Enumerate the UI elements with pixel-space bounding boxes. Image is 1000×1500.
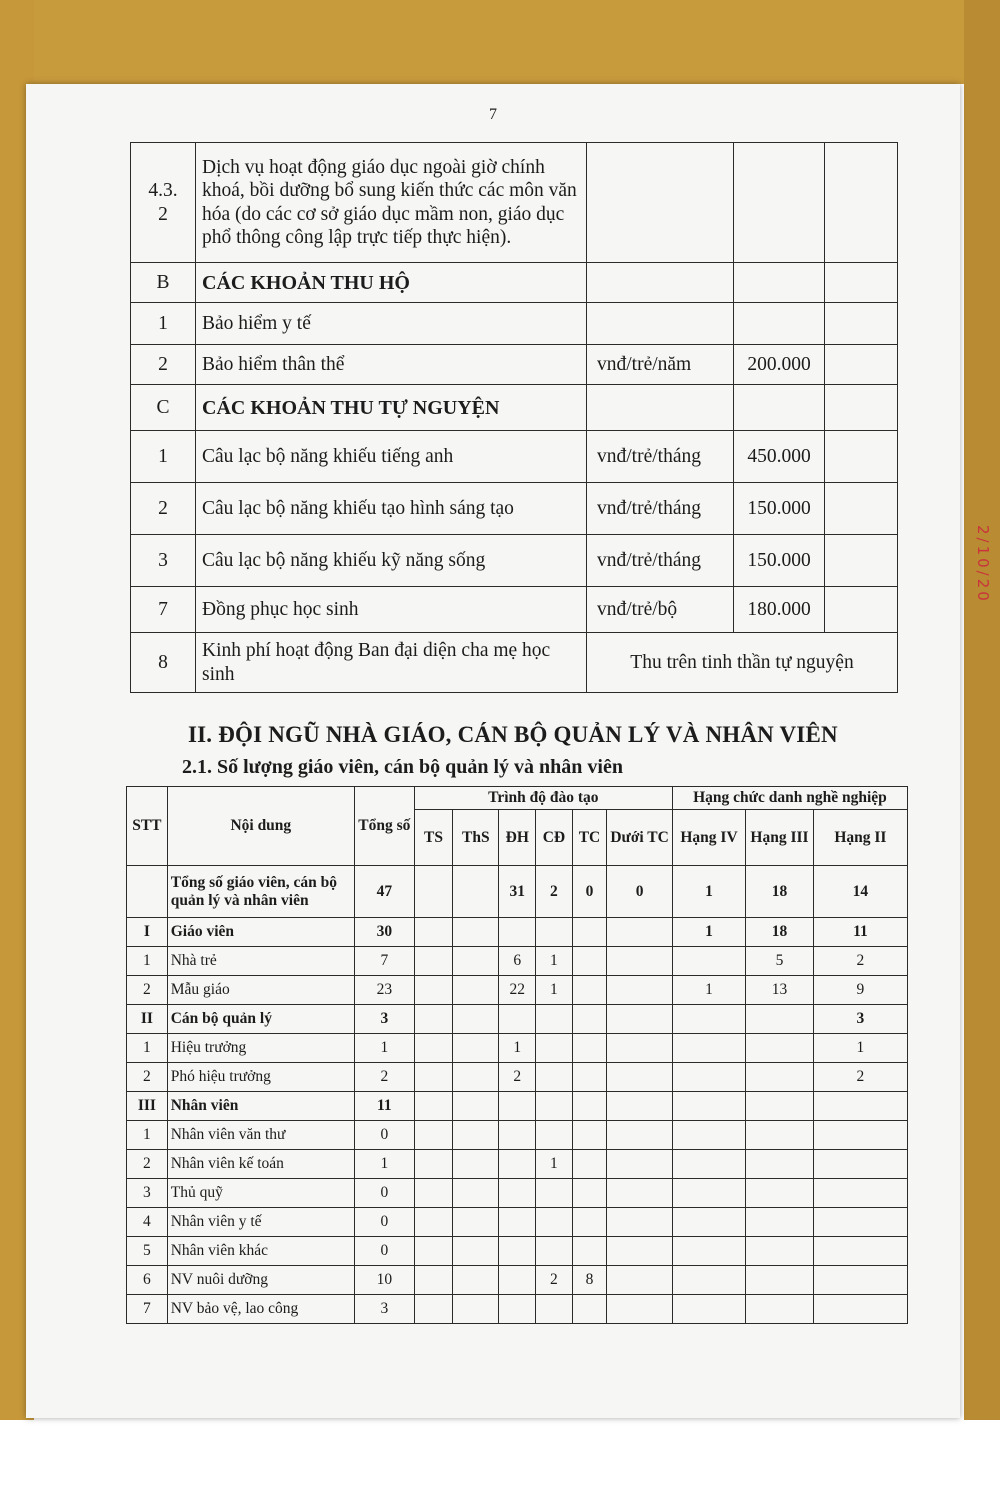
staff-cell-ths	[453, 1208, 499, 1237]
staff-cell-total: 2	[354, 1063, 414, 1092]
staff-cell-cd: 1	[536, 976, 573, 1005]
fee-description: Bảo hiểm y tế	[196, 303, 587, 345]
staff-cell-cd	[536, 1295, 573, 1324]
staff-cell-r3: 18	[746, 866, 814, 918]
fee-unit: vnđ/trẻ/tháng	[587, 483, 734, 535]
staff-cell-ths	[453, 947, 499, 976]
staff-cell-tc	[572, 918, 607, 947]
staff-cell-r2	[813, 1092, 907, 1121]
staff-cell-r4	[672, 1208, 745, 1237]
staff-row	[127, 1005, 908, 1034]
staff-cell-ths	[453, 1295, 499, 1324]
staff-cell-tc	[572, 976, 607, 1005]
staff-cell-r4	[672, 1092, 745, 1121]
fee-amount: 200.000	[734, 345, 825, 385]
staff-cell-below	[607, 1208, 673, 1237]
fee-stt: 3	[131, 535, 196, 587]
staff-row	[127, 976, 908, 1005]
fee-unit: vnđ/trẻ/tháng	[587, 431, 734, 483]
fee-stt: 1	[131, 303, 196, 345]
staff-cell-dh: 31	[499, 866, 536, 918]
staff-cell-cd: 2	[536, 866, 573, 918]
staff-cell-ths	[453, 1266, 499, 1295]
staff-cell-cd	[536, 1005, 573, 1034]
staff-cell-below	[607, 976, 673, 1005]
fee-row	[131, 303, 898, 345]
staff-cell-total: 0	[354, 1179, 414, 1208]
staff-cell-ts	[414, 1063, 452, 1092]
staff-cell-below: 0	[607, 866, 673, 918]
staff-cell-label: Nhân viên văn thư	[167, 1121, 354, 1150]
staff-cell-stt: 1	[127, 947, 168, 976]
staff-cell-total: 47	[354, 866, 414, 918]
staff-cell-r3	[746, 1150, 814, 1179]
staff-cell-stt: 1	[127, 1034, 168, 1063]
header-ths: ThS	[453, 810, 499, 866]
fee-amount	[734, 303, 825, 345]
header-rank-2: Hạng II	[813, 810, 907, 866]
staff-row	[127, 1150, 908, 1179]
staff-cell-ths	[453, 1063, 499, 1092]
fee-stt: 1	[131, 431, 196, 483]
staff-cell-stt: 2	[127, 1063, 168, 1092]
staff-cell-r3	[746, 1208, 814, 1237]
staff-cell-r4: 1	[672, 976, 745, 1005]
staff-cell-cd: 1	[536, 1150, 573, 1179]
staff-table	[126, 786, 908, 1324]
fee-blank-cell	[825, 535, 898, 587]
staff-cell-r2	[813, 1295, 907, 1324]
staff-cell-tc	[572, 1295, 607, 1324]
header-training: Trình độ đào tạo	[414, 787, 672, 810]
staff-cell-label: Nhà trẻ	[167, 947, 354, 976]
staff-cell-label: NV bảo vệ, lao công	[167, 1295, 354, 1324]
header-tc: TC	[572, 810, 607, 866]
page-number: 7	[489, 106, 497, 123]
staff-cell-below	[607, 1063, 673, 1092]
staff-cell-r4	[672, 1150, 745, 1179]
fee-table	[130, 142, 898, 693]
fee-amount	[734, 143, 825, 263]
section-heading: II. ĐỘI NGŨ NHÀ GIÁO, CÁN BỘ QUẢN LÝ VÀ NHÂN VIÊN	[188, 722, 838, 747]
staff-cell-stt: 1	[127, 1121, 168, 1150]
staff-row	[127, 1237, 908, 1266]
staff-cell-r3	[746, 1179, 814, 1208]
staff-cell-r4	[672, 1034, 745, 1063]
staff-cell-stt: 6	[127, 1266, 168, 1295]
header-rank-3: Hạng III	[746, 810, 814, 866]
fee-stt: 8	[131, 633, 196, 693]
staff-cell-total: 0	[354, 1121, 414, 1150]
header-dh: ĐH	[499, 810, 536, 866]
staff-cell-ts	[414, 1150, 452, 1179]
staff-cell-label: NV nuôi dưỡng	[167, 1266, 354, 1295]
staff-cell-dh: 2	[499, 1063, 536, 1092]
staff-cell-dh	[499, 1121, 536, 1150]
fee-description: Bảo hiểm thân thể	[196, 345, 587, 385]
staff-cell-label: Tổng số giáo viên, cán bộ quản lý và nhân viên	[167, 866, 354, 918]
desk-background-right	[964, 0, 1000, 1420]
staff-cell-ts	[414, 866, 452, 918]
fee-blank-cell	[825, 303, 898, 345]
staff-cell-r3	[746, 1266, 814, 1295]
staff-cell-ts	[414, 1295, 452, 1324]
staff-cell-dh	[499, 1179, 536, 1208]
staff-cell-ths	[453, 1092, 499, 1121]
staff-cell-cd	[536, 1034, 573, 1063]
staff-cell-total: 3	[354, 1005, 414, 1034]
staff-cell-label: Nhân viên kế toán	[167, 1150, 354, 1179]
staff-cell-ts	[414, 1121, 452, 1150]
fee-amount	[734, 263, 825, 303]
staff-cell-cd	[536, 1121, 573, 1150]
fee-stt: 2	[131, 345, 196, 385]
staff-cell-total: 11	[354, 1092, 414, 1121]
staff-cell-label: Phó hiệu trưởng	[167, 1063, 354, 1092]
fee-stt: 4.3. 2	[131, 143, 196, 263]
staff-row	[127, 1092, 908, 1121]
staff-cell-cd	[536, 918, 573, 947]
staff-cell-below	[607, 1092, 673, 1121]
staff-cell-r3	[746, 1121, 814, 1150]
staff-cell-ts	[414, 947, 452, 976]
staff-cell-r3	[746, 1295, 814, 1324]
header-rank-4: Hạng IV	[672, 810, 745, 866]
staff-cell-stt: III	[127, 1092, 168, 1121]
staff-cell-r4	[672, 1179, 745, 1208]
staff-cell-ts	[414, 918, 452, 947]
staff-row	[127, 1063, 908, 1092]
staff-row	[127, 1179, 908, 1208]
staff-cell-cd: 1	[536, 947, 573, 976]
fee-unit	[587, 143, 734, 263]
header-rank: Hạng chức danh nghề nghiệp	[672, 787, 907, 810]
fee-row	[131, 431, 898, 483]
staff-cell-r3	[746, 1005, 814, 1034]
staff-cell-label: Nhân viên khác	[167, 1237, 354, 1266]
fee-row	[131, 143, 898, 263]
staff-cell-ts	[414, 976, 452, 1005]
fee-section-title: CÁC KHOẢN THU TỰ NGUYỆN	[196, 385, 587, 431]
fee-stt: 7	[131, 587, 196, 633]
staff-cell-ts	[414, 1005, 452, 1034]
staff-cell-dh	[499, 1295, 536, 1324]
staff-cell-total: 1	[354, 1150, 414, 1179]
staff-cell-label: Mẫu giáo	[167, 976, 354, 1005]
staff-cell-below	[607, 1179, 673, 1208]
staff-cell-stt: 2	[127, 976, 168, 1005]
fee-row	[131, 535, 898, 587]
fee-unit	[587, 263, 734, 303]
fee-unit: vnđ/trẻ/năm	[587, 345, 734, 385]
staff-cell-tc	[572, 1092, 607, 1121]
staff-cell-r2: 1	[813, 1034, 907, 1063]
staff-cell-ts	[414, 1034, 452, 1063]
staff-cell-total: 0	[354, 1208, 414, 1237]
staff-cell-tc	[572, 1208, 607, 1237]
staff-cell-dh	[499, 1005, 536, 1034]
staff-cell-tc	[572, 1121, 607, 1150]
staff-cell-dh: 22	[499, 976, 536, 1005]
staff-cell-r4: 1	[672, 918, 745, 947]
staff-cell-total: 30	[354, 918, 414, 947]
staff-cell-below	[607, 1150, 673, 1179]
fee-unit	[587, 303, 734, 345]
staff-cell-label: Giáo viên	[167, 918, 354, 947]
fee-description: Câu lạc bộ năng khiếu tạo hình sáng tạo	[196, 483, 587, 535]
staff-cell-r4	[672, 1121, 745, 1150]
fee-blank-cell	[825, 385, 898, 431]
staff-cell-r4	[672, 1295, 745, 1324]
staff-cell-cd	[536, 1179, 573, 1208]
staff-cell-total: 0	[354, 1237, 414, 1266]
staff-cell-ths	[453, 1150, 499, 1179]
staff-cell-below	[607, 918, 673, 947]
fee-stt: 2	[131, 483, 196, 535]
staff-cell-r2	[813, 1266, 907, 1295]
staff-cell-dh	[499, 1208, 536, 1237]
fee-blank-cell	[825, 345, 898, 385]
staff-cell-total: 7	[354, 947, 414, 976]
staff-cell-r2	[813, 1150, 907, 1179]
staff-cell-total: 3	[354, 1295, 414, 1324]
staff-cell-cd	[536, 1208, 573, 1237]
fee-stt: C	[131, 385, 196, 431]
desk-background	[0, 0, 1000, 84]
staff-cell-r2: 3	[813, 1005, 907, 1034]
staff-cell-dh	[499, 1092, 536, 1121]
fee-blank-cell	[825, 143, 898, 263]
staff-row	[127, 1121, 908, 1150]
staff-cell-r3: 18	[746, 918, 814, 947]
staff-cell-tc	[572, 947, 607, 976]
staff-cell-cd	[536, 1237, 573, 1266]
staff-cell-ts	[414, 1179, 452, 1208]
staff-cell-r4	[672, 1266, 745, 1295]
staff-cell-stt: 5	[127, 1237, 168, 1266]
staff-cell-ths	[453, 1237, 499, 1266]
staff-cell-total: 23	[354, 976, 414, 1005]
staff-cell-r4	[672, 1005, 745, 1034]
fee-row	[131, 633, 898, 693]
staff-cell-stt: 3	[127, 1179, 168, 1208]
staff-cell-ths	[453, 1179, 499, 1208]
fee-unit	[587, 385, 734, 431]
staff-cell-total: 1	[354, 1034, 414, 1063]
staff-cell-tc	[572, 1150, 607, 1179]
staff-cell-r2: 14	[813, 866, 907, 918]
staff-cell-stt: 7	[127, 1295, 168, 1324]
staff-cell-cd	[536, 1063, 573, 1092]
staff-cell-ths	[453, 1121, 499, 1150]
staff-cell-r2	[813, 1237, 907, 1266]
staff-cell-cd: 2	[536, 1266, 573, 1295]
staff-cell-dh	[499, 1150, 536, 1179]
header-cd: CĐ	[536, 810, 573, 866]
fee-unit: vnđ/trẻ/bộ	[587, 587, 734, 633]
staff-cell-r3	[746, 1237, 814, 1266]
staff-cell-dh	[499, 1266, 536, 1295]
staff-cell-below	[607, 1237, 673, 1266]
fee-note: Thu trên tinh thần tự nguyện	[587, 633, 898, 693]
fee-blank-cell	[825, 263, 898, 303]
staff-row	[127, 947, 908, 976]
header-stt: STT	[127, 787, 168, 866]
staff-cell-r2	[813, 1208, 907, 1237]
fee-stt: B	[131, 263, 196, 303]
staff-cell-tc: 8	[572, 1266, 607, 1295]
fee-description: Dịch vụ hoạt động giáo dục ngoài giờ chính khoá, bồi dưỡng bổ sung kiến thức các môn văn hóa (do các cơ sở giáo dục mầm non, giáo dục phổ thông công lập trực tiếp thực hiện).	[196, 143, 587, 263]
staff-cell-r2: 9	[813, 976, 907, 1005]
header-below-tc: Dưới TC	[607, 810, 673, 866]
staff-cell-dh: 6	[499, 947, 536, 976]
staff-cell-below	[607, 1034, 673, 1063]
fee-unit: vnđ/trẻ/tháng	[587, 535, 734, 587]
fee-blank-cell	[825, 587, 898, 633]
staff-cell-r2: 2	[813, 947, 907, 976]
staff-row	[127, 918, 908, 947]
staff-cell-r2: 2	[813, 1063, 907, 1092]
staff-cell-label: Nhân viên y tế	[167, 1208, 354, 1237]
fee-section-row	[131, 385, 898, 431]
staff-cell-ths	[453, 976, 499, 1005]
staff-cell-stt: I	[127, 918, 168, 947]
staff-cell-r2	[813, 1121, 907, 1150]
staff-cell-ths	[453, 918, 499, 947]
staff-cell-r3	[746, 1063, 814, 1092]
staff-cell-tc: 0	[572, 866, 607, 918]
staff-cell-ts	[414, 1208, 452, 1237]
staff-cell-stt: II	[127, 1005, 168, 1034]
fee-blank-cell	[825, 483, 898, 535]
staff-cell-tc	[572, 1179, 607, 1208]
fee-amount: 150.000	[734, 483, 825, 535]
fee-description: Đồng phục học sinh	[196, 587, 587, 633]
fee-blank-cell	[825, 431, 898, 483]
fee-amount: 150.000	[734, 535, 825, 587]
handwritten-margin-note: 2/10/20	[974, 525, 992, 604]
document-page	[26, 84, 960, 1418]
staff-cell-r4: 1	[672, 866, 745, 918]
staff-row	[127, 866, 908, 918]
staff-cell-tc	[572, 1237, 607, 1266]
staff-cell-stt: 2	[127, 1150, 168, 1179]
staff-cell-below	[607, 1295, 673, 1324]
staff-cell-below	[607, 1266, 673, 1295]
staff-cell-r3	[746, 1092, 814, 1121]
staff-cell-tc	[572, 1063, 607, 1092]
staff-row	[127, 1295, 908, 1324]
header-content: Nội dung	[167, 787, 354, 866]
staff-cell-label: Thủ quỹ	[167, 1179, 354, 1208]
staff-cell-dh	[499, 1237, 536, 1266]
staff-cell-label: Hiệu trưởng	[167, 1034, 354, 1063]
staff-cell-r3: 5	[746, 947, 814, 976]
fee-description: Câu lạc bộ năng khiếu kỹ năng sống	[196, 535, 587, 587]
fee-amount: 180.000	[734, 587, 825, 633]
fee-description: Kinh phí hoạt động Ban đại diện cha mẹ học sinh	[196, 633, 587, 693]
staff-cell-label: Cán bộ quản lý	[167, 1005, 354, 1034]
staff-cell-ths	[453, 1005, 499, 1034]
staff-cell-r3	[746, 1034, 814, 1063]
staff-cell-tc	[572, 1005, 607, 1034]
fee-description: Câu lạc bộ năng khiếu tiếng anh	[196, 431, 587, 483]
header-ts: TS	[414, 810, 452, 866]
fee-amount	[734, 385, 825, 431]
staff-cell-stt	[127, 866, 168, 918]
staff-cell-total: 10	[354, 1266, 414, 1295]
staff-cell-stt: 4	[127, 1208, 168, 1237]
staff-cell-ths	[453, 866, 499, 918]
staff-cell-ths	[453, 1034, 499, 1063]
fee-row	[131, 587, 898, 633]
staff-cell-below	[607, 1121, 673, 1150]
staff-cell-r2: 11	[813, 918, 907, 947]
staff-cell-cd	[536, 1092, 573, 1121]
staff-cell-dh: 1	[499, 1034, 536, 1063]
staff-cell-ts	[414, 1266, 452, 1295]
staff-cell-r4	[672, 1063, 745, 1092]
staff-row	[127, 1208, 908, 1237]
fee-row	[131, 345, 898, 385]
staff-cell-below	[607, 947, 673, 976]
header-total: Tổng số	[354, 787, 414, 866]
staff-cell-tc	[572, 1034, 607, 1063]
staff-cell-r4	[672, 947, 745, 976]
staff-cell-label: Nhân viên	[167, 1092, 354, 1121]
fee-row	[131, 483, 898, 535]
staff-cell-r4	[672, 1237, 745, 1266]
staff-cell-ts	[414, 1092, 452, 1121]
staff-row	[127, 1266, 908, 1295]
subsection-heading: 2.1. Số lượng giáo viên, cán bộ quản lý và nhân viên	[182, 756, 623, 778]
staff-cell-r2	[813, 1179, 907, 1208]
staff-cell-ts	[414, 1237, 452, 1266]
staff-cell-below	[607, 1005, 673, 1034]
staff-row	[127, 1034, 908, 1063]
fee-section-title: CÁC KHOẢN THU HỘ	[196, 263, 587, 303]
staff-cell-r3: 13	[746, 976, 814, 1005]
fee-section-row	[131, 263, 898, 303]
fee-amount: 450.000	[734, 431, 825, 483]
staff-cell-dh	[499, 918, 536, 947]
